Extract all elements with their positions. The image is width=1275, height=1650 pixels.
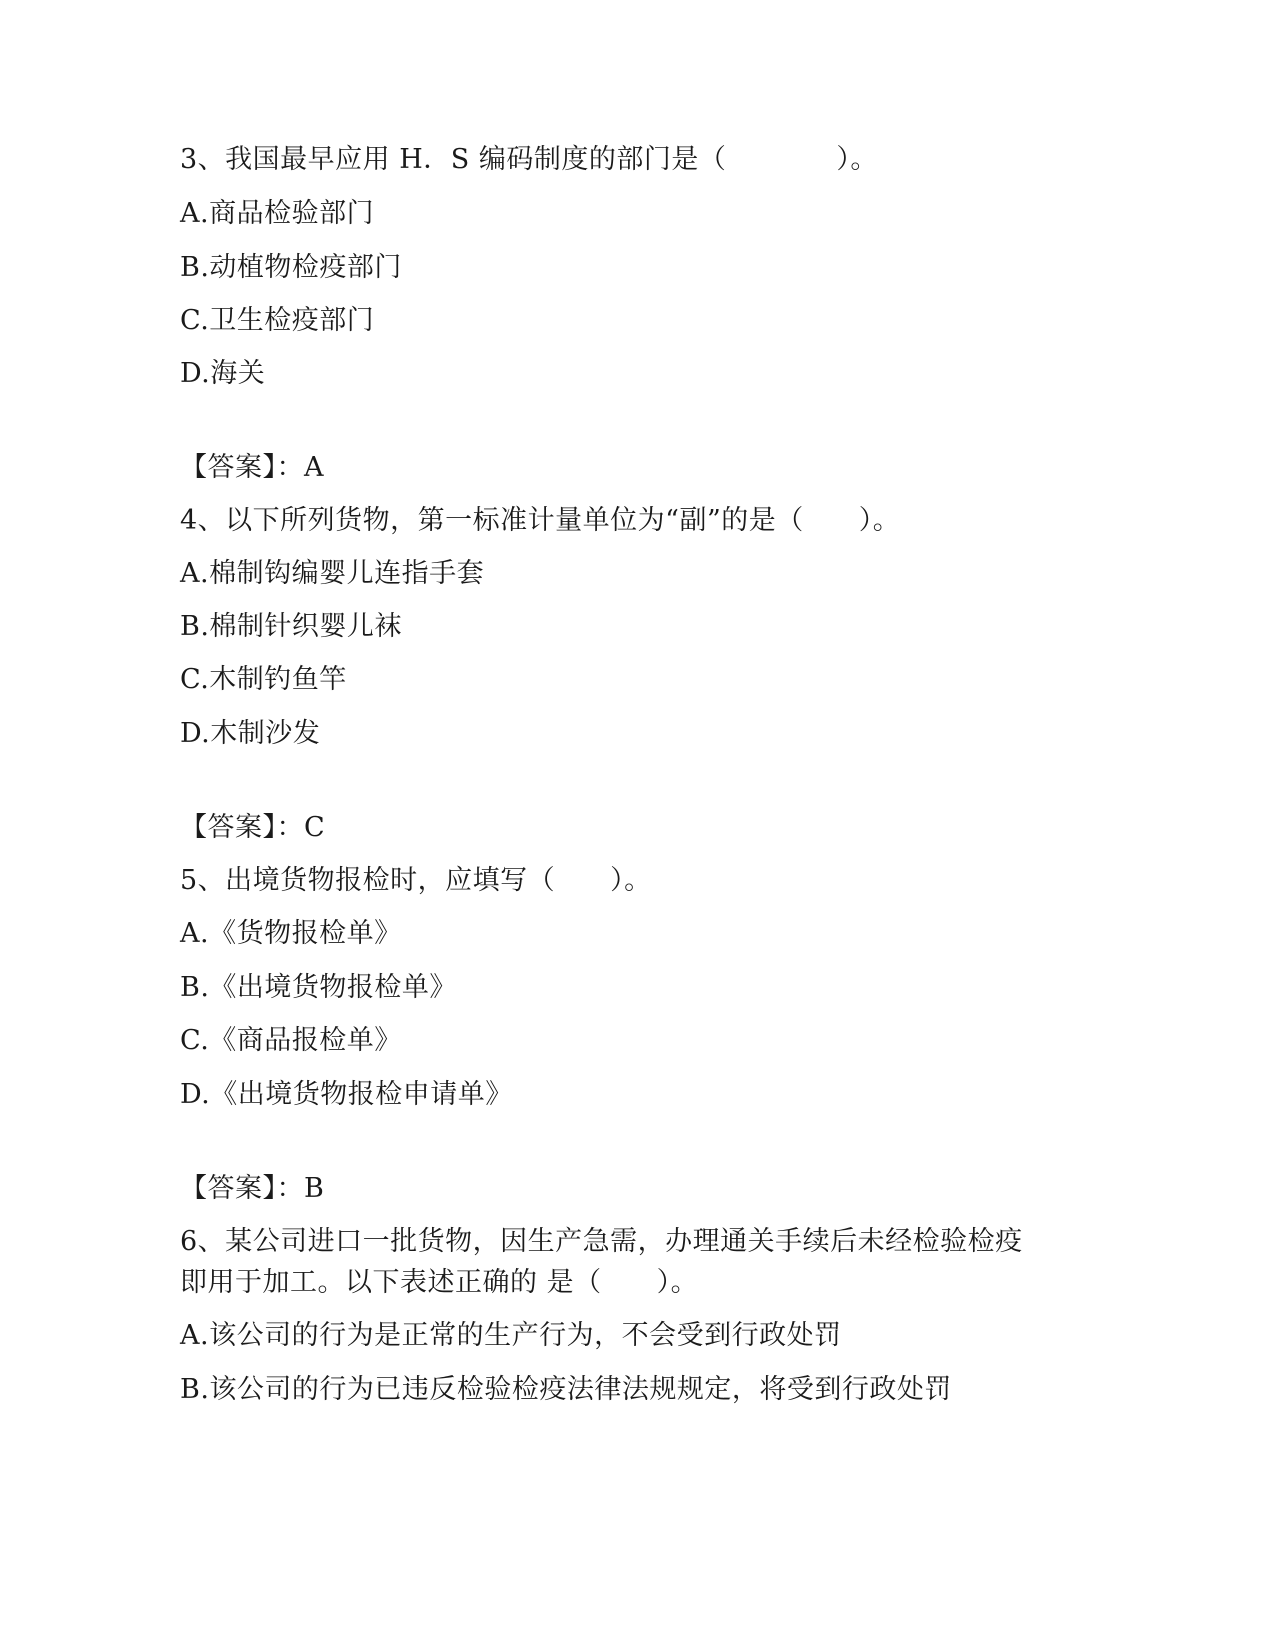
question-6-option-a: A.该公司的行为是正常的生产行为，不会受到行政处罚: [180, 1320, 842, 1351]
question-5-option-b: B.《出境货物报检单》: [180, 972, 457, 1003]
question-3-answer: 【答案】：A: [180, 452, 324, 483]
question-6-stem-line-2: 即用于加工。以下表述正确的 是（ ）。: [180, 1267, 699, 1298]
question-4-stem: 4、以下所列货物，第一标准计量单位为“副”的是（ ）。: [180, 505, 901, 536]
question-3-stem: 3、我国最早应用 H．S 编码制度的部门是（ ）。: [180, 144, 878, 175]
question-3-option-d: D.海关: [180, 358, 266, 389]
question-4-answer: 【答案】：C: [180, 812, 326, 843]
question-5-option-c: C.《商品报检单》: [180, 1025, 402, 1056]
question-5-answer: 【答案】：B: [180, 1173, 325, 1204]
question-4-option-d: D.木制沙发: [180, 718, 321, 749]
question-4-option-c: C.木制钓鱼竿: [180, 664, 347, 695]
question-5-option-a: A.《货物报检单》: [180, 918, 402, 949]
question-4-option-a: A.棉制钩编婴儿连指手套: [180, 558, 485, 589]
question-4-option-b: B.棉制针织婴儿袜: [180, 611, 402, 642]
question-6-option-b: B.该公司的行为已违反检验检疫法律法规规定，将受到行政处罚: [180, 1374, 952, 1405]
question-6-stem-line-1: 6、某公司进口一批货物，因生产急需，办理通关手续后未经检验检疫: [180, 1226, 1023, 1257]
question-5-stem: 5、出境货物报检时，应填写（ ）。: [180, 865, 652, 896]
question-3-option-c: C.卫生检疫部门: [180, 305, 375, 336]
question-3-option-a: A.商品检验部门: [180, 198, 375, 229]
question-5-option-d: D.《出境货物报检申请单》: [180, 1079, 513, 1110]
question-3-option-b: B.动植物检疫部门: [180, 252, 402, 283]
